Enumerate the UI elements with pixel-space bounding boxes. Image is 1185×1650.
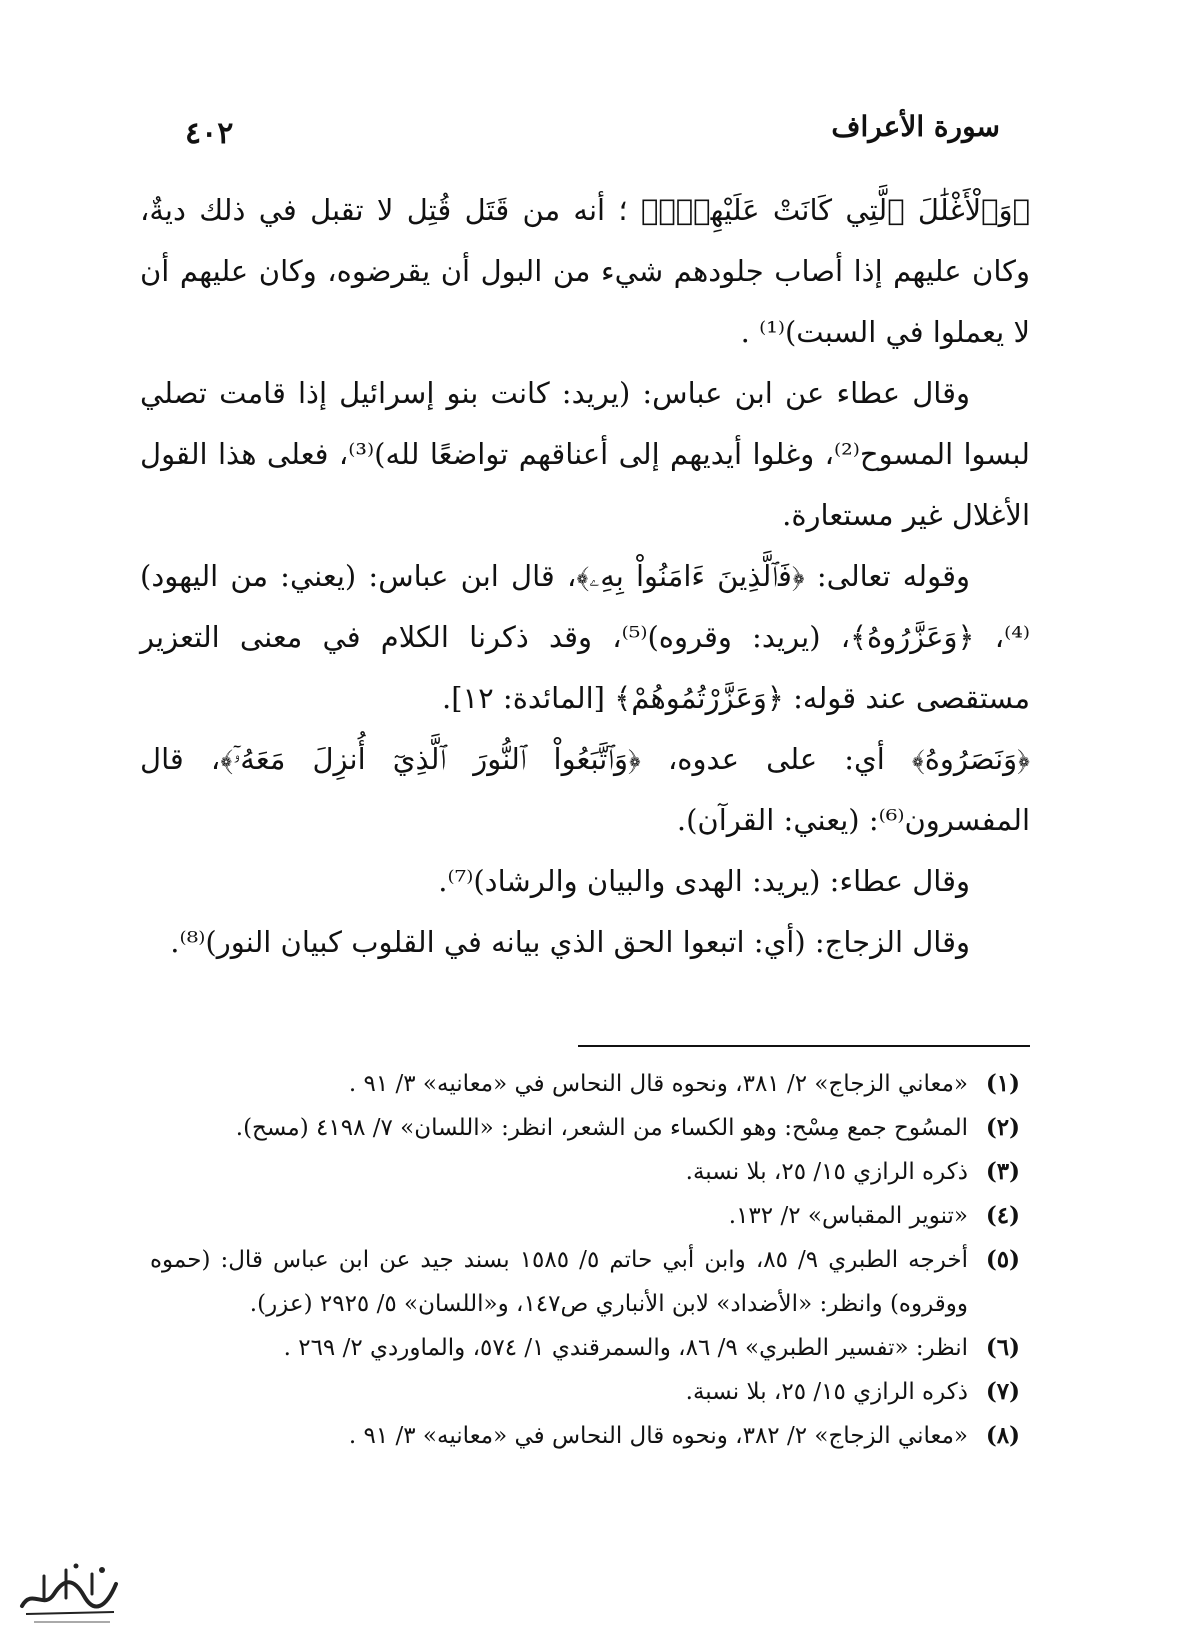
footnote-number: (٦)	[985, 1334, 1020, 1361]
footnote-number: (١)	[985, 1070, 1020, 1097]
footnote-number: (٥)	[985, 1246, 1020, 1273]
footnote	[150, 1150, 1020, 1194]
footnote-number: (٣)	[985, 1158, 1020, 1185]
footnote-separator	[578, 1045, 1030, 1047]
footnote-text: «معاني الزجاج» ٢/ ٣٨١، ونحوه قال النحاس في «معانيه» ٣/ ٩١ .	[348, 1071, 968, 1097]
footnote-number: (٤)	[985, 1202, 1020, 1229]
main-text	[140, 180, 1030, 973]
publisher-logo	[14, 1548, 124, 1628]
footnote	[150, 1238, 1020, 1326]
footnote-number: (٧)	[985, 1378, 1020, 1405]
footnote-text: «معاني الزجاج» ٢/ ٣٨٢، ونحوه قال النحاس في «معانيه» ٣/ ٩١ .	[348, 1423, 968, 1449]
footnote-text: «تنوير المقباس» ٢/ ١٣٢.	[728, 1203, 968, 1229]
footnote-text: ذكره الرازي ١٥/ ٢٥، بلا نسبة.	[685, 1159, 968, 1185]
paragraph: ﴿وَٱلْأَغْلَٰلَ ٱلَّتِي كَانَتْ عَلَيْهِمْۚ﴾ ؛ أنه من قَتَل قُتِل لا تقبل في ذلك ديةٌ، وكان عليهم إذا أصاب جلودهم شيء من البول أن يقرضوه، وكان عليهم أن لا يعملوا في السبت)⁽¹⁾ .	[140, 193, 1030, 349]
footnote	[150, 1106, 1020, 1150]
footnote	[150, 1062, 1020, 1106]
paragraph: وقال عطاء عن ابن عباس: (يريد: كانت بنو إسرائيل إذا قامت تصلي لبسوا المسوح⁽²⁾، وغلوا أيديهم إلى أعناقهم تواضعًا لله)⁽³⁾، فعلى هذا القول الأغلال غير مستعارة.	[140, 376, 1030, 532]
footnote	[150, 1326, 1020, 1370]
footnote-text: انظر: «تفسير الطبري» ٩/ ٨٦، والسمرقندي ١/ ٥٧٤، والماوردي ٢/ ٢٦٩ .	[283, 1335, 968, 1361]
paragraph: وقوله تعالى: ﴿فَٱلَّذِينَ ءَامَنُواْ بِهِۦ﴾، قال ابن عباس: (يعني: من اليهود)⁽⁴⁾، ﴿وَعَزَّرُوهُ﴾، (يريد: وقروه)⁽⁵⁾، وقد ذكرنا الكلام في معنى التعزير مستقصى عند قوله: ﴿وَعَزَّرْتُمُوهُمْ﴾ [المائدة: ١٢].	[140, 559, 1030, 715]
paragraph: وقال عطاء: (يريد: الهدى والبيان والرشاد)⁽⁷⁾.	[438, 864, 970, 898]
footnote	[150, 1370, 1020, 1414]
footnote-number: (٨)	[985, 1422, 1020, 1449]
footnote-number: (٢)	[985, 1114, 1020, 1141]
paragraph: ﴿وَنَصَرُوهُ﴾ أي: على عدوه، ﴿وَٱتَّبَعُواْ ٱلنُّورَ ٱلَّذِيٓ أُنزِلَ مَعَهُۥٓ﴾، قال المفسرون⁽⁶⁾: (يعني: القرآن).	[140, 742, 1030, 837]
footnote-text: أخرجه الطبري ٩/ ٨٥، وابن أبي حاتم ٥/ ١٥٨٥ بسند جيد عن ابن عباس قال: (حموه ووقروه) وانظر: «الأضداد» لابن الأنباري ص١٤٧، و«اللسان» ٥/ ٢٩٢٥ (عزر).	[150, 1247, 968, 1317]
footnote	[150, 1194, 1020, 1238]
footnotes	[150, 1062, 1020, 1458]
footnote-text: المسُوح جمع مِسْح: وهو الكساء من الشعر، انظر: «اللسان» ٧/ ٤١٩٨ (مسح).	[235, 1115, 968, 1141]
running-title: سورة الأعراف	[831, 110, 1000, 143]
page-number: ٤٠٢	[185, 116, 234, 151]
paragraph: وقال الزجاج: (أي: اتبعوا الحق الذي بيانه في القلوب كبيان النور)⁽⁸⁾.	[170, 925, 970, 959]
footnote	[150, 1414, 1020, 1458]
footnote-text: ذكره الرازي ١٥/ ٢٥، بلا نسبة.	[685, 1379, 968, 1405]
page-header	[185, 108, 1000, 158]
